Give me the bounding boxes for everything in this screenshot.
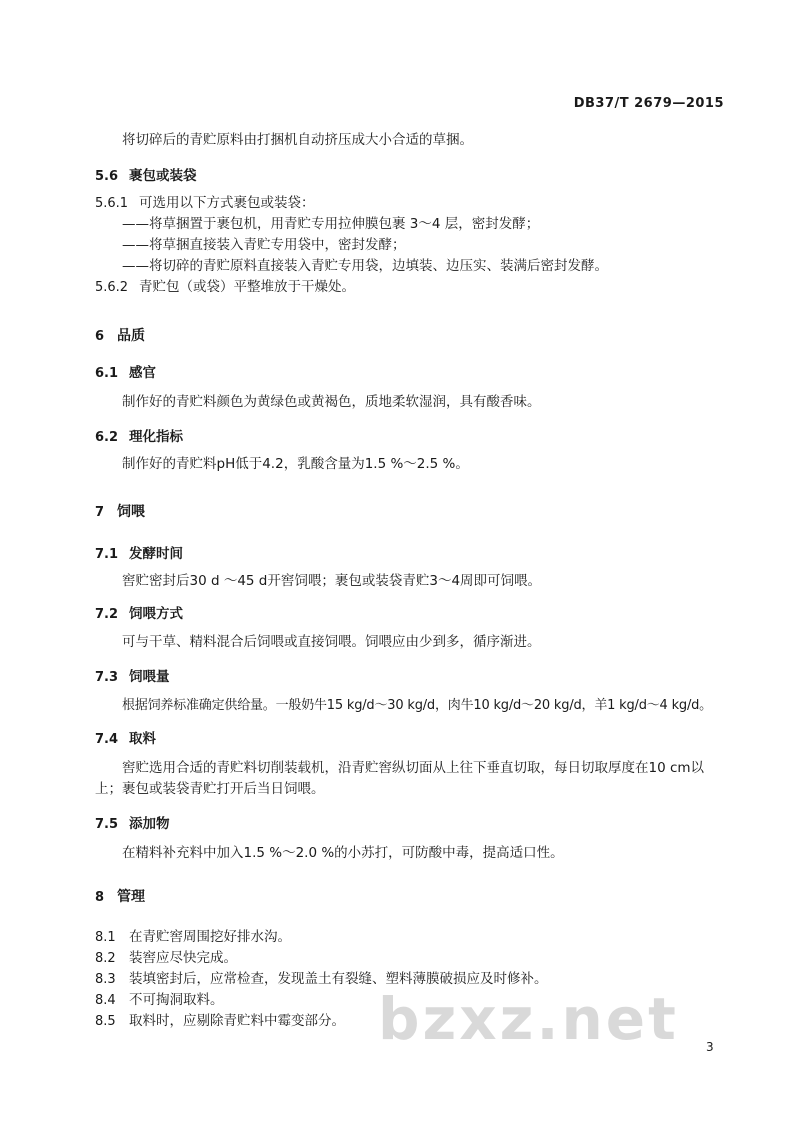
- paragraph: 将切碎后的青贮原料由打捆机自动挤压成大小合适的草捆。: [122, 132, 473, 148]
- paragraph: 制作好的青贮料pH低于4.2，乳酸含量为1.5 %～2.5 %。: [122, 456, 469, 472]
- clause-8-4: 8.4 不可掏洞取料。: [95, 992, 224, 1008]
- page-number: 3: [706, 1040, 714, 1054]
- section-heading-7: 7 饲喂: [95, 504, 145, 520]
- list-item: ——将草捆置于裹包机，用青贮专用拉伸膜包裹 3～4 层，密封发酵；: [122, 216, 540, 232]
- paragraph: 窖贮选用合适的青贮料切削装载机，沿青贮窖纵切面从上往下垂直切取，每日切取厚度在10 cm以: [122, 760, 705, 776]
- clause-5-6-1: 5.6.1 可选用以下方式裹包或装袋：: [95, 195, 315, 211]
- subsection-heading-7-5: 7.5 添加物: [95, 816, 170, 832]
- watermark: bzxz.net: [378, 985, 679, 1053]
- paragraph: 在精料补充料中加入1.5 %～2.0 %的小苏打，可防酸中毒，提高适口性。: [122, 845, 564, 861]
- subsection-heading-5-6: 5.6 裹包或装袋: [95, 168, 197, 184]
- subsection-heading-7-4: 7.4 取料: [95, 731, 156, 747]
- clause-8-1: 8.1 在青贮窖周围挖好排水沟。: [95, 929, 291, 945]
- paragraph: 根据饲养标准确定供给量。一般奶牛15 kg/d～30 kg/d，肉牛10 kg/d～20 kg/d，羊1 kg/d～4 kg/d。: [122, 698, 712, 713]
- section-heading-6: 6 品质: [95, 328, 145, 344]
- clause-8-3: 8.3 装填密封后，应常检查，发现盖土有裂缝、塑料薄膜破损应及时修补。: [95, 971, 548, 987]
- paragraph: 可与干草、精料混合后饲喂或直接饲喂。饲喂应由少到多，循序渐进。: [122, 634, 541, 650]
- clause-5-6-2: 5.6.2 青贮包（或袋）平整堆放于干燥处。: [95, 279, 355, 295]
- paragraph: 制作好的青贮料颜色为黄绿色或黄褐色，质地柔软湿润，具有酸香味。: [122, 394, 541, 410]
- clause-8-2: 8.2 装窖应尽快完成。: [95, 950, 237, 966]
- clause-8-5: 8.5 取料时，应剔除青贮料中霉变部分。: [95, 1013, 345, 1029]
- subsection-heading-7-3: 7.3 饲喂量: [95, 669, 170, 685]
- standard-id: DB37/T 2679—2015: [573, 96, 724, 111]
- list-item: ——将草捆直接装入青贮专用袋中，密封发酵；: [122, 237, 406, 253]
- subsection-heading-7-2: 7.2 饲喂方式: [95, 606, 183, 622]
- list-item: ——将切碎的青贮原料直接装入青贮专用袋，边填装、边压实、装满后密封发酵。: [122, 258, 608, 274]
- paragraph-continuation: 上；裹包或装袋青贮打开后当日饲喂。: [95, 781, 325, 797]
- subsection-heading-6-2: 6.2 理化指标: [95, 429, 183, 445]
- section-heading-8: 8 管理: [95, 889, 145, 905]
- subsection-heading-6-1: 6.1 感官: [95, 365, 156, 381]
- paragraph: 窖贮密封后30 d ～45 d开窖饲喂；裹包或装袋青贮3～4周即可饲喂。: [122, 573, 542, 589]
- subsection-heading-7-1: 7.1 发酵时间: [95, 546, 183, 562]
